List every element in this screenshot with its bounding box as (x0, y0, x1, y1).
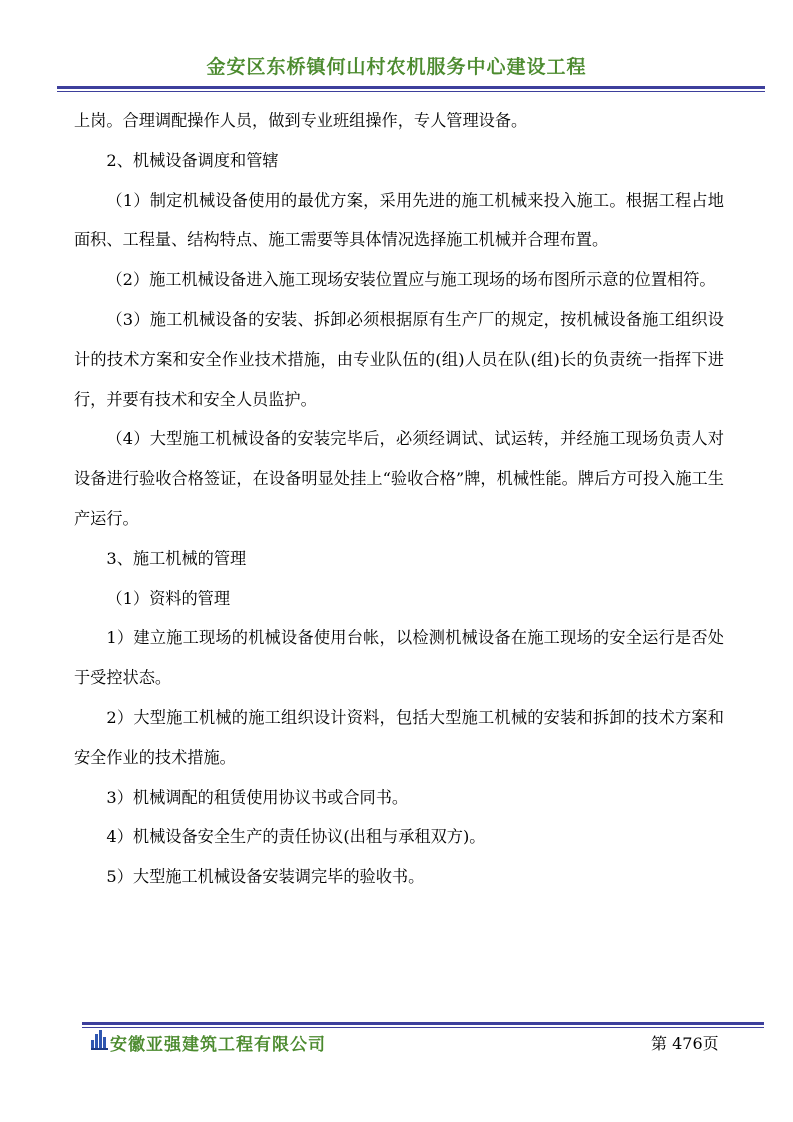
footer-rule-thick (82, 1022, 764, 1025)
footer-rule-thin (82, 1027, 764, 1028)
list-item: 5）大型施工机械设备安装调完毕的验收书。 (106, 867, 425, 887)
page-header-title: 金安区东桥镇何山村农机服务中心建设工程 (206, 56, 587, 78)
footer-company-name: 安徽亚强建筑工程有限公司 (110, 1035, 326, 1055)
subsection-heading: （1）资料的管理 (106, 588, 231, 608)
header-rule-thick (57, 86, 765, 89)
list-item: 4）机械设备安全生产的责任协议(出租与承租双方)。 (106, 827, 486, 847)
section-heading: 2、机械设备调度和管辖 (106, 150, 279, 170)
list-item: 2）大型施工机械的施工组织设计资料，包括大型施工机械的安装和拆卸的技术方案和安全作业的技术措施。 (74, 707, 724, 767)
paragraph: （4）大型施工机械设备的安装完毕后，必须经调试、试运转，并经施工现场负责人对设备进行验收合格签证，在设备明显处挂上“验收合格”牌，机械性能。牌后方可投入施工生产运行。 (74, 429, 724, 528)
header-rule-thin (57, 91, 765, 92)
list-item: 3）机械调配的租赁使用协议书或合同书。 (106, 787, 409, 807)
paragraph: （1）制定机械设备使用的最优方案，采用先进的施工机械来投入施工。根据工程占地面积、工程量、结构特点、施工需要等具体情况选择施工机械并合理布置。 (74, 190, 724, 250)
paragraph: （3）施工机械设备的安装、拆卸必须根据原有生产厂的规定，按机械设备施工组织设计的技术方案和安全作业技术措施，由专业队伍的(组)人员在队(组)长的负责统一指挥下进行，并要有技术和安全人员监护。 (74, 309, 724, 409)
paragraph: 上岗。合理调配操作人员，做到专业班组操作，专人管理设备。 (74, 111, 528, 130)
section-heading: 3、施工机械的管理 (106, 548, 247, 568)
document-body (74, 101, 724, 897)
building-logo-icon (91, 1030, 108, 1050)
paragraph: （2）施工机械设备进入施工现场安装位置应与施工现场的场布图所示意的位置相符。 (106, 270, 716, 290)
page-number: 第 476页 (651, 1034, 719, 1053)
list-item: 1）建立施工现场的机械设备使用台帐，以检测机械设备在施工现场的安全运行是否处于受控状态。 (74, 628, 724, 688)
